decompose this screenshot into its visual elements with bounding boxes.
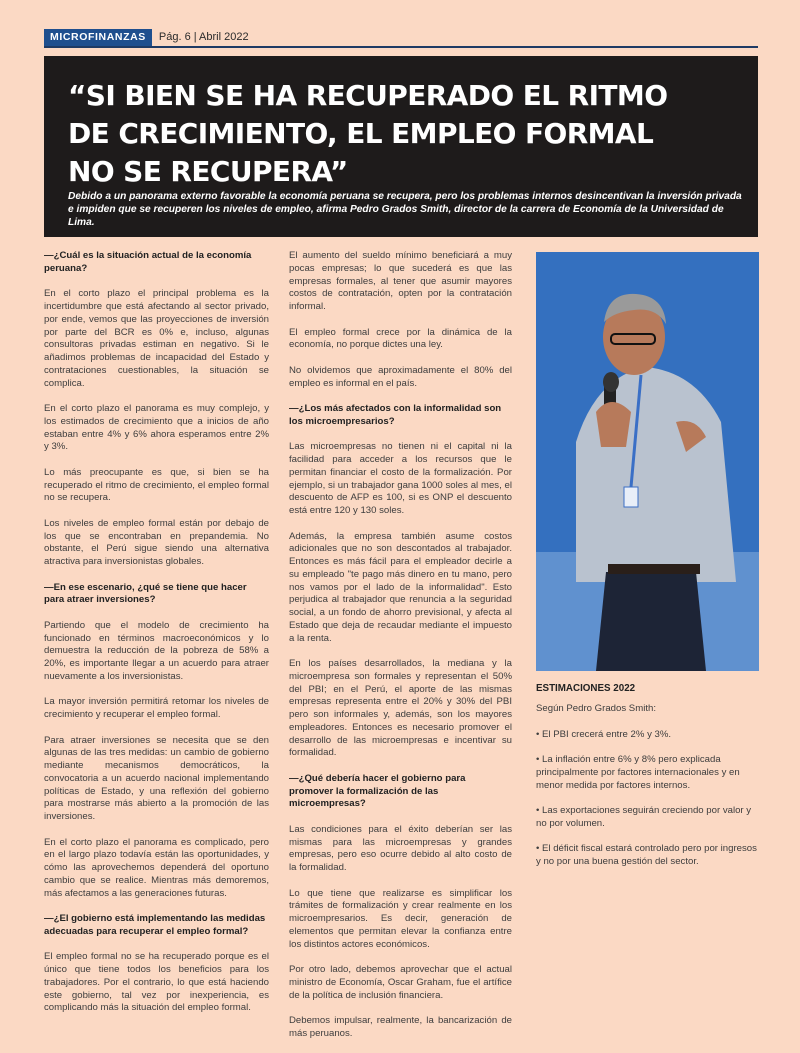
body-paragraph: El empleo formal no se ha recuperado porque es el único que tiene todos los beneficios para los trabajadores. Por el contrario, lo que está haciendo este gobierno, tal vez por inexperiencia, es complicando más la situación del empleo formal. [44,951,269,1014]
body-paragraph: En el corto plazo el principal problema es la incertidumbre que está afectando al sector privado, por ende, vemos que las proyecciones de inversión por parte del BCR es 0% e, incluso, algunas consultoras privadas estiman en negativo. Si le añadimos problemas de incapacidad del Estado y contrataciones cuestionables, la situación se complica. [44,288,269,389]
body-paragraph: El aumento del sueldo mínimo beneficiará a muy pocas empresas; lo que sucederá es que las empresas formales, al tener que asumir mayores costos de contratación, opten por la contratación informal. [289,250,512,312]
sidebar-intro: Según Pedro Grados Smith: [536,703,656,714]
body-paragraph: Las condiciones para el éxito deberían ser las mismas para las microempresas y grandes empresas, pero eso ocurre debido al alto costo de la formalidad. [289,823,512,873]
question-heading: —¿Los más afectados con la informalidad son los microempresarios? [289,403,502,427]
article-column-1 [44,250,269,1028]
body-paragraph: No olvidemos que aproximadamente el 80% del empleo es informal en el país. [289,364,512,389]
body-paragraph: Debemos impulsar, realmente, la bancarización de más peruanos. [289,1015,512,1039]
page-info: Pág. 6 | Abril 2022 [158,30,249,43]
headline-line: “SI BIEN SE HA RECUPERADO EL RITMO [68,79,668,112]
estimate-item: • La inflación entre 6% y 8% pero explicada principalmente por factores internacionales y en menor medida por factores internos. [536,754,740,791]
body-paragraph: El empleo formal crece por la dinámica de la economía, no porque dictes una ley. [289,326,512,351]
body-paragraph: Partiendo que el modelo de crecimiento ha funcionado en términos macroeconómicos y lo demuestra la reducción de la pobreza de 58% a 20%, es importante llegar a un acuerdo para atraer nuevamente a los inversionistas. [44,619,269,682]
body-paragraph: En el corto plazo el panorama es muy complejo, y los estimados de crecimiento que a inicios de año estaban entre 4% y 6% ahora esperamos entre 2% y 3%. [44,403,269,453]
estimate-item: • Las exportaciones seguirán creciendo por valor y no por volumen. [536,805,752,829]
question-heading: —En ese escenario, ¿qué se tiene que hacer para atraer inversiones? [44,581,247,606]
body-paragraph: En el corto plazo el panorama es complicado, pero en el largo plazo todavía están las oportunidades, y cómo las aprovechemos dependerá del oportuno cambio que se realice. Mientras más demoremos, más afectamos a las generaciones futuras. [44,836,269,899]
estimate-item: • El PBI crecerá entre 2% y 3%. [536,728,672,740]
body-paragraph: Los niveles de empleo formal están por debajo de los que se encontraban en prepandemia. No obstante, el Perú sigue siendo una alternativa atractiva para inversionistas globales. [44,517,269,567]
estimate-item: • El déficit fiscal estará controlado pero por ingresos y no por una buena gestión del sector. [536,843,757,867]
interviewee-photo [536,252,759,671]
body-paragraph: Las microempresas no tienen ni el capital ni la facilidad para acceder a los recursos que le permitan financiar el costo de la formalización. Por ejemplo, si un trabajador gana 1000 soles al mes, el descuento de AFP es 100, si es ONP el descuento está entre 120 y 130 soles. [289,441,512,516]
headline-line: DE CRECIMIENTO, EL EMPLEO FORMAL [68,117,654,150]
estimates-box [536,703,760,882]
body-paragraph: Lo más preocupante es que, si bien se ha recuperado el ritmo de crecimiento, el empleo formal no se recupera. [44,466,269,504]
article-column-2 [289,250,512,1053]
question-heading: —¿Cuál es la situación actual de la economía peruana? [44,250,252,274]
question-heading: —¿Qué debería hacer el gobierno para promover la formalización de las microempresas? [289,772,466,810]
question-heading: —¿El gobierno está implementando las medidas adecuadas para recuperar el empleo formal? [44,913,266,937]
body-paragraph: En los países desarrollados, la mediana y la microempresa son formales y representan el 50% del PBI; en el Perú, el aporte de las mismas empresas representa entre el 20% y 30% del PBI pero son informales y, además, son los mayores empleadores. Entonces es necesario promover el desarrollo de las microempresas e incentivar su formalidad. [289,658,512,759]
body-paragraph: Lo que tiene que realizarse es simplificar los trámites de formalización y crear realmente en los microempresarios. Es decir, generación de elementos que permitan elevar la confianza entre los distintos actores económicos. [289,887,512,950]
body-paragraph: Por otro lado, debemos aprovechar que el actual ministro de Economía, Oscar Graham, fue el artífice de la política de inclusión financiera. [289,964,512,1001]
photo-illustration [536,252,759,671]
headline [68,77,688,191]
sidebar-title: ESTIMACIONES 2022 [536,683,636,694]
body-paragraph: Para atraer inversiones se necesita que se den algunas de las tres medidas: un cambio de gobierno mediante mecanismos democráticos, la convocatoria a un acuerdo nacional implementando políticas de Estado, y una reflexión del gobierno para mostrarse más abierto a la promoción de las inversiones. [44,734,269,822]
body-paragraph: Además, la empresa también asume costos adicionales que no son descontados al trabajador. Entonces es más fácil para el empleador decirle a su empleado "te pago más dinero en tu mano, pero nos vamos por el lado de la informalidad". Esto perjudica al trabajador que renuncia a la seguridad social, a un fondo de ahorro previsional, y afecta al Estado que deja de recaudar mediante el impuesto a la renta. [289,530,512,644]
lead-paragraph: Debido a un panorama externo favorable la economía peruana se recupera, pero los problemas internos desincentivan la inversión privada e impiden que se recuperen los niveles de empleo, afirma Pedro Grados Smith, director de la carrera de Economía de la Universidad de Lima. [68,191,742,228]
headline-line: NO SE RECUPERA” [68,155,348,188]
body-paragraph: La mayor inversión permitirá retomar los niveles de crecimiento y recuperar el empleo formal. [44,696,269,720]
publication-logo: MICROFINANZAS [44,29,152,46]
page-header [44,28,758,48]
